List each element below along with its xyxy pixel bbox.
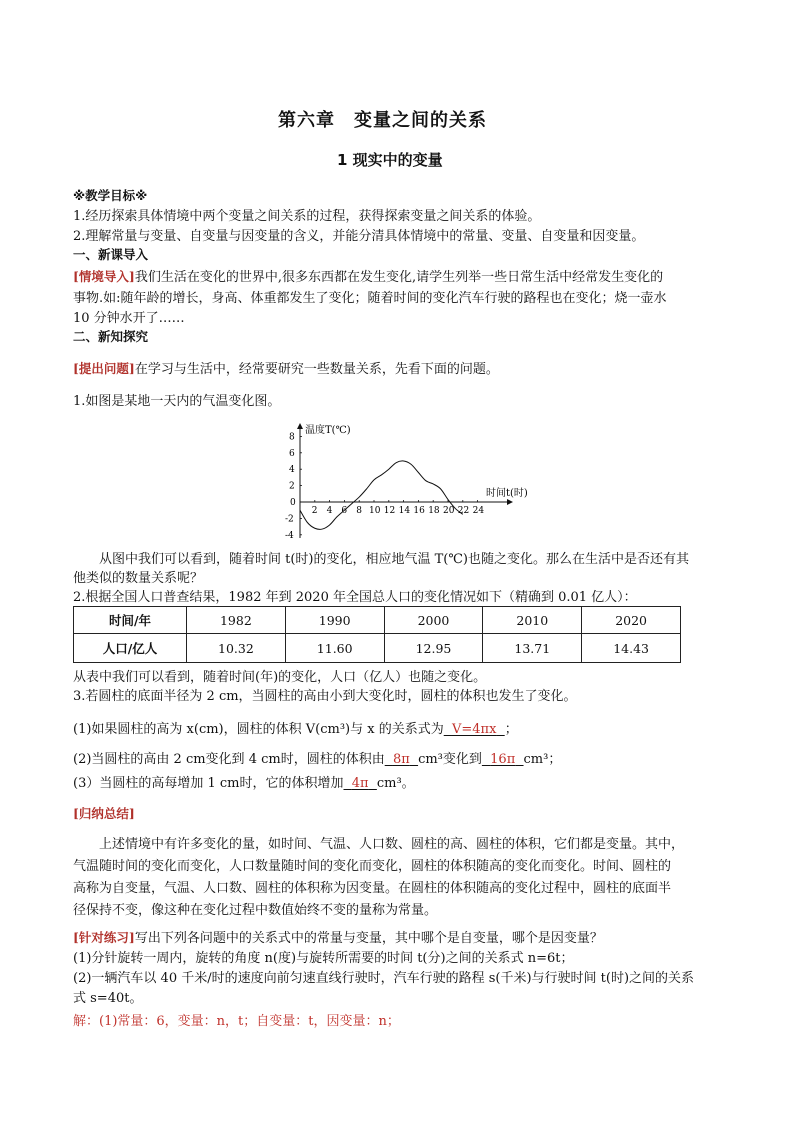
- temperature-chart: [280, 420, 528, 542]
- x-tick-label: 22: [457, 506, 470, 516]
- q3-2-mid: cm³变化到: [418, 752, 482, 767]
- question-1-after-1: 从图中我们可以看到，随着时间 t(时)的变化，相应地气温 T(℃)也随之变化。那么在生活中是否还有其: [99, 552, 689, 567]
- intro-line-1: [73, 266, 663, 285]
- table-cell: 11.60: [285, 634, 384, 663]
- q3-2-text: (2)当圆柱的高由 2 cm变化到 4 cm时，圆柱的体积由: [73, 752, 385, 767]
- goal-item-2: 2.理解常量与变量、自变量与因变量的含义，并能分清具体情境中的常量、变量、自变量和因变量。: [73, 229, 645, 244]
- table-row: [74, 607, 681, 634]
- population-table: [73, 606, 681, 663]
- x-tick-label: 10: [369, 506, 381, 516]
- intro-line-3: 10 分钟水开了……: [73, 311, 185, 326]
- question-1: 1.如图是某地一天内的气温变化图。: [73, 394, 281, 409]
- q3-2-blank-1: [385, 752, 418, 767]
- q3-3-end: cm³。: [376, 776, 415, 791]
- part1-heading: 一、新课导入: [73, 247, 149, 262]
- section-title: 1 现实中的变量: [337, 151, 443, 169]
- x-tick-label: 24: [472, 506, 485, 516]
- summary-line-3: 高称为自变量，气温、人口数、圆柱的体积称为因变量。在圆柱的体积随高的变化过程中，圆柱的底面半: [73, 881, 672, 896]
- x-axis-label: 时间t(时): [486, 488, 528, 499]
- table-row-header-population: 人口/亿人: [74, 634, 187, 663]
- practice-answer: 解：(1)常量：6，变量：n，t；自变量：t，因变量：n；: [73, 1014, 400, 1029]
- x-tick-label: 8: [356, 506, 362, 516]
- table-cell: 14.43: [582, 634, 681, 663]
- practice-2a: (2)一辆汽车以 40 千米/时的速度向前匀速直线行驶时，汽车行驶的路程 s(千米)与行驶时间 t(时)之间的关系: [73, 971, 695, 986]
- x-tick-label: 14: [398, 506, 411, 516]
- y-tick-label: 2: [289, 481, 295, 492]
- table-cell: 1982: [187, 607, 286, 634]
- q3-3-blank: [344, 776, 377, 791]
- goal-item-1: 1.经历探索具体情境中两个变量之间关系的过程，获得探索变量之间关系的体验。: [73, 209, 541, 224]
- x-tick-label: 12: [383, 506, 396, 516]
- q3-3-answer: 4π: [351, 776, 369, 791]
- q3-1-answer: V=4πx: [451, 722, 497, 737]
- table-cell: 13.71: [483, 634, 582, 663]
- intro-line-2: 事物.如:随年龄的增长，身高、体重都发生了变化；随着时间的变化汽车行驶的路程也在变化；烧一壶水: [73, 291, 667, 306]
- practice-1: (1)分针旋转一周内，旋转的角度 n(度)与旋转所需要的时间 t(分)之间的关系式 n=6t；: [73, 951, 574, 966]
- table-row: [74, 634, 681, 663]
- question-intro: [73, 358, 499, 377]
- y-axis-label: 温度T(℃): [305, 425, 351, 436]
- q3-2-blank-2: [482, 752, 524, 767]
- question-2: 2.根据全国人口普查结果，1982 年到 2020 年全国总人口的变化情况如下（精确到 0.01 亿人）：: [73, 590, 637, 605]
- summary-line-1: 上述情境中有许多变化的量，如时间、气温、人口数、圆柱的高、圆柱的体积，它们都是变量。其中，: [99, 837, 685, 852]
- question-3: 3.若圆柱的底面半径为 2 cm，当圆柱的高由小到大变化时，圆柱的体积也发生了变化。: [73, 689, 577, 704]
- intro-tag: [情境导入]: [73, 269, 135, 284]
- x-tick-label: 20: [443, 506, 455, 516]
- question-1-after-2: 他类似的数量关系呢？: [73, 571, 204, 586]
- table-row-header-year: 时间/年: [74, 607, 187, 634]
- summary-tag: [归纳总结]: [73, 806, 135, 821]
- q3-2-end: cm³；: [523, 752, 562, 767]
- table-cell: 2020: [582, 607, 681, 634]
- q3-2-answer-2: 16π: [490, 752, 516, 767]
- temperature-series-line: [300, 461, 463, 529]
- x-tick-label: 18: [428, 506, 440, 516]
- table-cell: 12.95: [384, 634, 483, 663]
- chapter-title: 第六章 变量之间的关系: [278, 110, 487, 131]
- y-tick-label: 6: [289, 448, 295, 459]
- summary-line-4: 径保持不变，像这种在变化过程中数值始终不变的量称为常量。: [73, 903, 438, 918]
- q3-2-answer-1: 8π: [392, 752, 410, 767]
- question-tag: [提出问题]: [73, 361, 135, 376]
- q3-1-end: ；: [504, 722, 518, 737]
- y-tick-label: 8: [289, 432, 295, 443]
- q3-3-text: (3）当圆柱的高每增加 1 cm时，它的体积增加: [73, 776, 344, 791]
- table-cell: 1990: [285, 607, 384, 634]
- practice-intro-text: 写出下列各问题中的关系式中的常量与变量，其中哪个是自变量，哪个是因变量？: [134, 931, 603, 946]
- origin-label: 0: [290, 498, 296, 508]
- table-cell: 2010: [483, 607, 582, 634]
- practice-2b: 式 s=40t。: [73, 991, 143, 1006]
- table-cell: 2000: [384, 607, 483, 634]
- y-tick-label: 4: [289, 465, 295, 476]
- goals-heading: ※教学目标※: [73, 188, 148, 203]
- practice-tag: [针对练习]: [73, 930, 135, 945]
- table-cell: 10.32: [187, 634, 286, 663]
- y-tick-label: -4: [285, 530, 294, 541]
- x-tick-label: 2: [311, 506, 318, 516]
- question-3-part-3: [73, 772, 415, 791]
- q3-1-blank: [444, 722, 505, 737]
- x-tick-label: 4: [326, 506, 333, 516]
- x-tick-label: 6: [341, 506, 348, 516]
- question-3-part-1: [73, 718, 518, 737]
- x-tick-label: 16: [413, 506, 425, 516]
- q3-1-text: (1)如果圆柱的高为 x(cm)，圆柱的体积 V(cm³)与 x 的关系式为: [73, 722, 444, 737]
- question-2-after: 从表中我们可以看到，随着时间(年)的变化，人口（亿人）也随之变化。: [73, 670, 487, 685]
- question-3-part-2: [73, 748, 561, 767]
- practice-intro: [73, 927, 603, 946]
- summary-line-2: 气温随时间的变化而变化，人口数量随时间的变化而变化，圆柱的体积随高的变化而变化。时间、圆柱的: [73, 859, 672, 874]
- part2-heading: 二、新知探究: [73, 329, 149, 344]
- y-tick-label: -2: [285, 514, 294, 525]
- intro-text-1: 我们生活在变化的世界中,很多东西都在发生变化,请学生列举一些日常生活中经常发生变化的: [134, 270, 664, 285]
- question-intro-text: 在学习与生活中，经常要研究一些数量关系，先看下面的问题。: [134, 362, 499, 377]
